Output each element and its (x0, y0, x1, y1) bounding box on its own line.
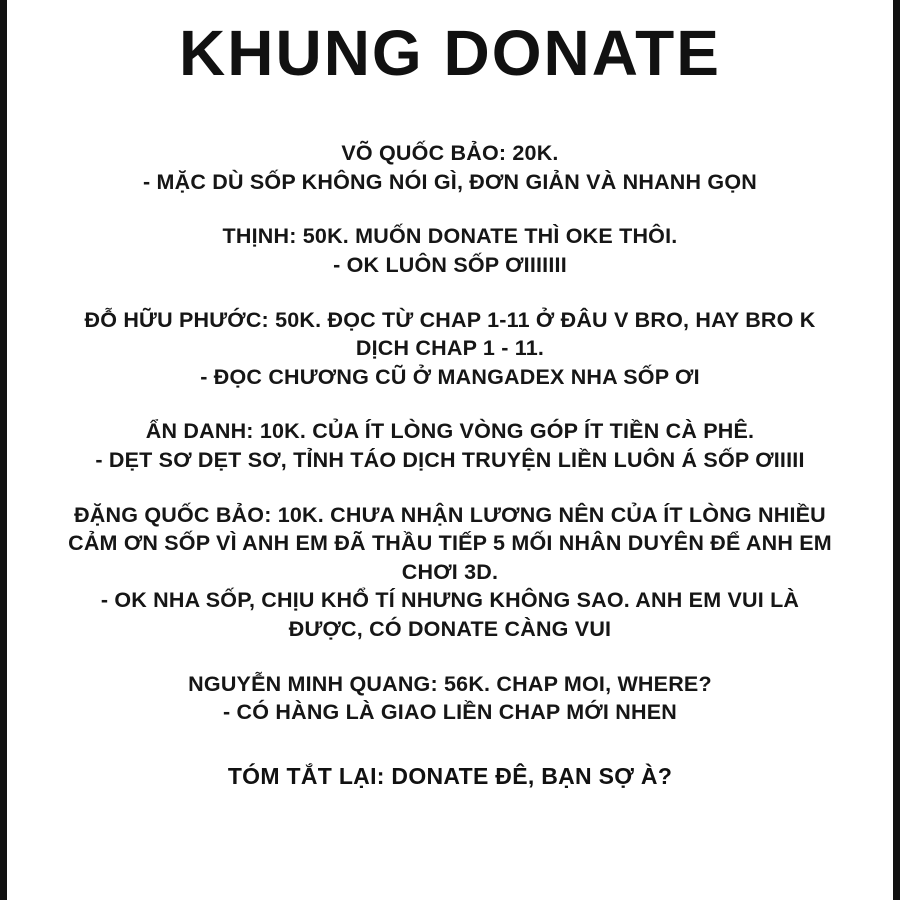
donor-line-cont2: CHƠI 3D. (401, 559, 499, 584)
reply-line: - MẶC DÙ SỐP KHÔNG NÓI GÌ, ĐƠN GIẢN VÀ NHANH GỌN (142, 169, 758, 194)
reply-line: - ĐỌC CHƯƠNG CŨ Ở MANGADEX NHA SỐP ƠI (200, 364, 700, 389)
summary-footer: TÓM TẮT LẠI: DONATE ĐÊ, BẠN SỢ À? (227, 762, 673, 789)
list-item (41, 501, 859, 644)
reply-line: - CÓ HÀNG LÀ GIAO LIỀN CHAP MỚI NHEN (223, 700, 677, 725)
reply-line-cont: ĐƯỢC, CÓ DONATE CÀNG VUI (288, 616, 612, 641)
donor-line: ĐỖ HỮU PHƯỚC: 50K. ĐỌC TỪ CHAP 1-11 Ở ĐÂU V BRO, HAY BRO K (84, 307, 816, 332)
donor-line: NGUYỄN MINH QUANG: 56K. CHAP MOI, WHERE? (188, 671, 712, 696)
donor-line: THỊNH: 50K. MUỐN DONATE THÌ OKE THÔI. (222, 224, 678, 249)
reply-line: - OK LUÔN SỐP ƠIIIIIII (333, 252, 567, 277)
donate-entries (7, 139, 893, 727)
reply-line: - OK NHA SỐP, CHỊU KHỔ TÍ NHƯNG KHÔNG SAO. ANH EM VUI LÀ (100, 588, 800, 613)
list-item (41, 417, 859, 474)
page-title: KHUNG DONATE (179, 17, 721, 89)
list-item (41, 670, 859, 727)
donor-line-cont: DỊCH CHAP 1 - 11. (355, 336, 545, 361)
list-item (41, 222, 859, 279)
donor-line: VÕ QUỐC BẢO: 20K. (341, 141, 559, 166)
donor-line-cont: CẢM ƠN SỐP VÌ ANH EM ĐÃ THẦU TIẾP 5 MỐI NHÂN DUYÊN ĐỂ ANH EM (68, 531, 832, 556)
reply-line: - DẸT SƠ DẸT SƠ, TỈNH TÁO DỊCH TRUYỆN LIỀN LUÔN Á SỐP ƠIIIII (95, 447, 805, 472)
donor-line: ĐẶNG QUỐC BẢO: 10K. CHƯA NHẬN LƯƠNG NÊN CỦA ÍT LÒNG NHIỀU (74, 502, 826, 527)
list-item (41, 306, 859, 392)
donor-line: ẨN DANH: 10K. CỦA ÍT LÒNG VÒNG GÓP ÍT TIỀN CÀ PHÊ. (145, 419, 755, 444)
list-item (41, 139, 859, 196)
